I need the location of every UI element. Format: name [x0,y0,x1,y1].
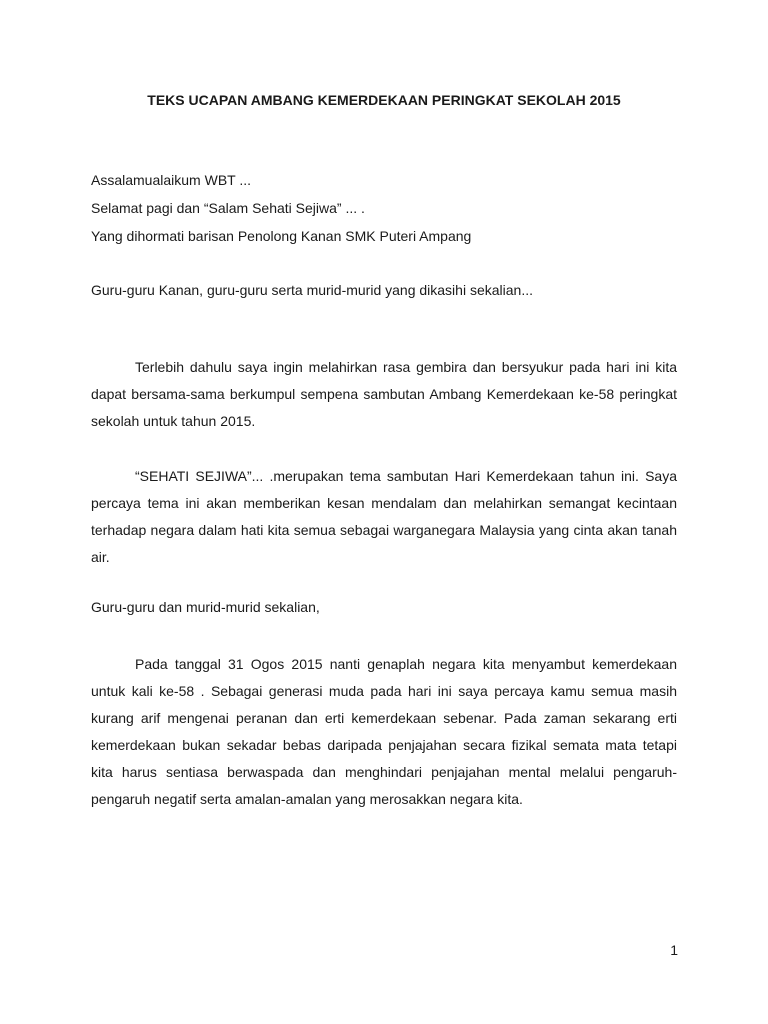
paragraph-3: Pada tanggal 31 Ogos 2015 nanti genaplah negara kita menyambut kemerdekaan untuk kali ke-58 . Sebagai generasi muda pada hari ini saya percaya kamu semua masih kurang arif mengenai peranan dan erti kemerdekaan sebenar. Pada zaman sekarang erti kemerdekaan bukan sekadar bebas daripada penjajahan secara fizikal semata mata tetapi kita harus sentiasa berwaspada dan menghindari penjajahan mental melalui pengaruh-pengaruh negatif serta amalan-amalan yang merosakkan negara kita. [91,656,677,807]
address-line-2: Guru-guru dan murid-murid sekalian, [91,599,320,615]
paragraph-2: “SEHATI SEJIWA”... .merupakan tema sambutan Hari Kemerdekaan tahun ini. Saya percaya tema ini akan memberikan kesan mendalam dan melahirkan semangat kecintaan terhadap negara dalam hati kita semua sebagai warganegara Malaysia yang cinta akan tanah air. [91,468,677,565]
document-title: TEKS UCAPAN AMBANG KEMERDEKAAN PERINGKAT SEKOLAH 2015 [147,92,621,108]
paragraph-1: Terlebih dahulu saya ingin melahirkan rasa gembira dan bersyukur pada hari ini kita dapat bersama-sama berkumpul sempena sambutan Ambang Kemerdekaan ke-58 peringkat sekolah untuk tahun 2015. [91,359,677,429]
greeting-line-3: Yang dihormati barisan Penolong Kanan SMK Puteri Ampang [91,228,472,244]
greeting-line-2: Selamat pagi dan “Salam Sehati Sejiwa” ... . [91,200,365,216]
page-number: 1 [670,942,678,958]
address-line-1: Guru-guru Kanan, guru-guru serta murid-murid yang dikasihi sekalian... [91,282,533,298]
greeting-line-1: Assalamualaikum WBT ... [91,172,252,188]
